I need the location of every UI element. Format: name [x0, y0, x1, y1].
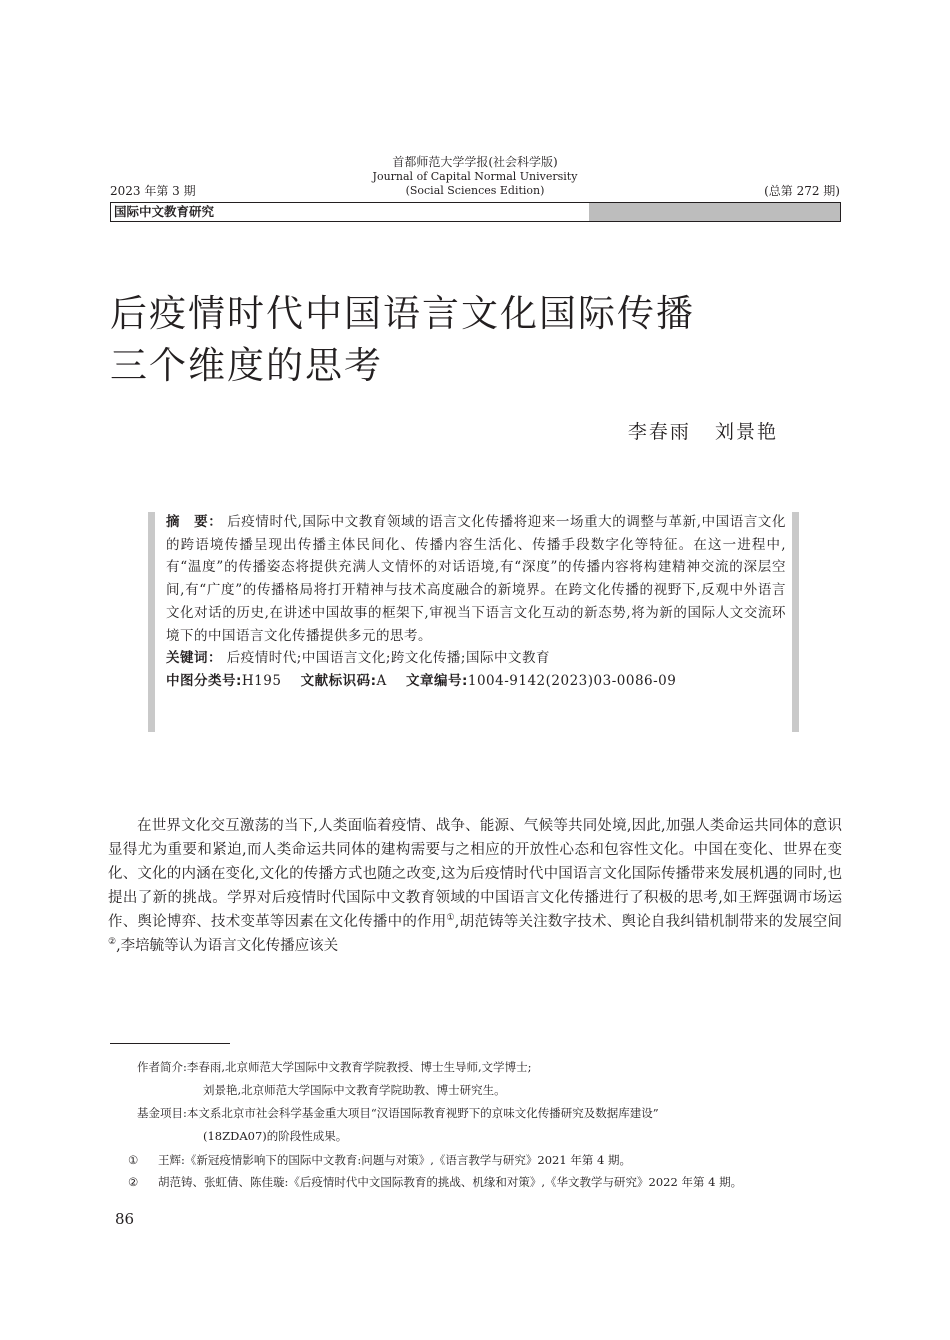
- abstract-label: 摘 要：: [166, 514, 223, 530]
- abstract-text: 后疫情时代,国际中文教育领域的语言文化传播将迎来一场重大的调整与革新,中国语言文化的跨语境传播呈现出传播主体民间化、传播内容生活化、传播手段数字化等特征。在这一进程中,有“温度”的传播姿态将提供充满人文情怀的对话语境,有“深度”的传播内容将构建精神交流的深层空间,有“广度”的传播格局将打开精神与技术高度融合的新境界。在跨文化传播的视野下,反观中外语言文化对话的历史,在讲述中国故事的框架下,审视当下语言文化互动的新态势,将为新的国际人文交流环境下的中国语言文化传播提供多元的思考。: [166, 514, 786, 644]
- title-line-1: 后疫情时代中国语言文化国际传播: [110, 292, 695, 335]
- doc-code-label: 文献标识码:: [300, 672, 377, 689]
- body-paragraph: [108, 814, 842, 958]
- article-no-label: 文章编号:: [405, 672, 468, 689]
- author-intro-line-1: 作者简介:李春雨,北京师范大学国际中文教育学院教授、博士生导师,文学博士;: [137, 1060, 532, 1074]
- body-text-part-2: ,胡范铸等关注数字技术、舆论自我纠错机制带来的发展空间: [454, 914, 843, 930]
- keywords-line: [166, 647, 786, 670]
- keywords-label: 关键词：: [166, 650, 222, 667]
- total-issue-number: (总第 272 期): [764, 184, 840, 198]
- clc-label: 中图分类号:: [166, 672, 242, 689]
- body-text-part-3: ,李培毓等认为语言文化传播应该关: [116, 938, 339, 954]
- abstract-paragraph: [166, 511, 786, 647]
- abstract-bar-right: [792, 512, 799, 732]
- article-authors: 李春雨 刘景艳: [627, 421, 778, 443]
- title-line-2: 三个维度的思考: [110, 344, 383, 387]
- section-label: 国际中文教育研究: [114, 204, 215, 219]
- author-intro-line-2: 刘景艳,北京师范大学国际中文教育学院助教、博士研究生。: [203, 1083, 506, 1097]
- body-text: [108, 814, 842, 958]
- footnote-2-mark: ②: [128, 1175, 139, 1189]
- article-no-value: 1004-9142(2023)03-0086-09: [467, 672, 677, 689]
- footnote-ref-1[interactable]: ①: [446, 913, 455, 924]
- footnote-1-text: 王辉:《新冠疫情影响下的国际中文教育:问题与对策》,《语言教学与研究》2021 年第 4 期。: [158, 1153, 631, 1167]
- abstract-bar-left: [148, 512, 155, 732]
- journal-edition-en: (Social Sciences Edition): [405, 184, 545, 197]
- footnote-ref-2[interactable]: ②: [108, 937, 117, 948]
- footnote-2-text: 胡范铸、张虹倩、陈佳璇:《后疫情时代中文国际教育的挑战、机缘和对策》,《华文教学与研究》2022 年第 4 期。: [158, 1175, 743, 1189]
- classification-line: [166, 670, 786, 693]
- journal-name-cn: 首都师范大学学报(社会科学版): [392, 155, 558, 169]
- footnote-divider: [110, 1043, 230, 1044]
- article-title: [110, 288, 850, 392]
- fund-line-1: 基金项目:本文系北京市社会科学基金重大项目“汉语国际教育视野下的京味文化传播研究及数据库建设”: [137, 1106, 659, 1120]
- abstract-block: [166, 511, 786, 693]
- journal-name-en: Journal of Capital Normal University: [372, 170, 578, 183]
- body-text-part-1: 在世界文化交互激荡的当下,人类面临着疫情、战争、能源、气候等共同处境,因此,加强人类命运共同体的意识显得尤为重要和紧迫,而人类命运共同体的建构需要与之相应的开放性心态和包容性文化。中国在变化、世界在变化、文化的内涵在变化,文化的传播方式也随之改变,这为后疫情时代中国语言文化国际传播带来发展机遇的同时,也提出了新的挑战。学界对后疫情时代国际中文教育领域的中国语言文化传播进行了积极的思考,如王辉强调市场运作、舆论博弈、技术变革等因素在文化传播中的作用: [108, 818, 842, 930]
- clc-value: H195: [241, 672, 282, 689]
- section-bar-fill: [589, 203, 840, 221]
- footnote-1-mark: ①: [128, 1153, 139, 1167]
- section-bar: [110, 202, 841, 222]
- fund-line-2: (18ZDA07)的阶段性成果。: [203, 1129, 348, 1143]
- page-number: 86: [115, 1210, 135, 1228]
- keywords-text: 后疫情时代;中国语言文化;跨文化传播;国际中文教育: [226, 650, 550, 667]
- doc-code-value: A: [376, 672, 387, 689]
- issue-number: 2023 年第 3 期: [110, 184, 196, 198]
